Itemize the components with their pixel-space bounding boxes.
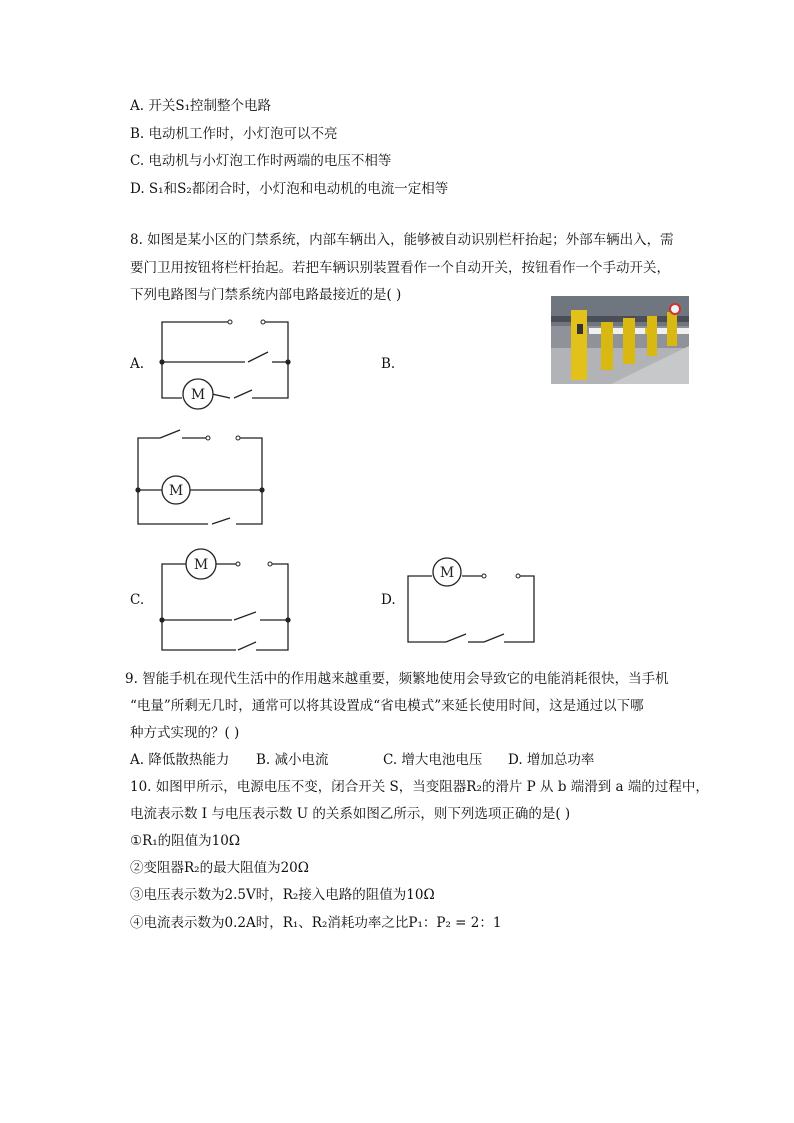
- q8-label-c: C.: [130, 592, 145, 608]
- q8-stem-line3: 下列电路图与门禁系统内部电路最接近的是( ): [130, 287, 402, 303]
- q9-option-b: B. 减小电流: [256, 752, 329, 768]
- circuit-d: [400, 556, 546, 648]
- motor-symbol-a: M: [190, 387, 206, 403]
- q10-stem-line1: 10. 如图甲所示，电源电压不变，闭合开关 S，当变阻器R₂的滑片 P 从 b 端滑到 a 端的过程中，: [130, 779, 709, 795]
- circuit-b: [130, 428, 270, 530]
- q9-stem-line2: “电量”所剩无几时，通常可以将其设置成“省电模式”来延长使用时间，这是通过以下哪: [130, 698, 644, 714]
- q7-option-b: B. 电动机工作时，小灯泡可以不亮: [130, 126, 338, 142]
- circuit-a: [150, 312, 300, 412]
- q9-stem-line1: 9. 智能手机在现代生活中的作用越来越重要，频繁地使用会导致它的电能消耗很快，当手机: [125, 671, 669, 687]
- q7-option-a: A. 开关S₁控制整个电路: [130, 98, 271, 114]
- motor-symbol-b: M: [168, 483, 184, 499]
- q8-label-b: B.: [381, 356, 396, 372]
- q8-stem-line1: 8. 如图是某小区的门禁系统，内部车辆出入，能够被自动识别栏杆抬起；外部车辆出入，需: [130, 232, 674, 248]
- q9-stem-line3: 种方式实现的？( ): [130, 725, 240, 741]
- circuit-c: [150, 548, 300, 658]
- q7-option-c: C. 电动机与小灯泡工作时两端的电压不相等: [130, 153, 392, 169]
- q9-option-d: D. 增加总功率: [508, 752, 595, 768]
- q10-statement-4: ④电流表示数为0.2A时，R₁、R₂消耗功率之比P₁：P₂ = 2：1: [130, 915, 502, 931]
- q10-stem-line2: 电流表示数 I 与电压表示数 U 的关系如图乙所示，则下列选项正确的是( ): [130, 806, 571, 822]
- q7-option-d: D. S₁和S₂都闭合时，小灯泡和电动机的电流一定相等: [130, 181, 449, 197]
- gate-barrier-photo: [551, 296, 689, 384]
- q9-option-a: A. 降低散热能力: [130, 752, 230, 768]
- q8-label-d: D.: [381, 592, 396, 608]
- q10-statement-1: ①R₁的阻值为10Ω: [130, 833, 241, 849]
- q10-statement-2: ②变阻器R₂的最大阻值为20Ω: [130, 860, 309, 876]
- motor-symbol-c: M: [193, 557, 209, 573]
- motor-symbol-d: M: [439, 565, 455, 581]
- q8-label-a: A.: [130, 356, 145, 372]
- q8-stem-line2: 要门卫用按钮将栏杆抬起。若把车辆识别装置看作一个自动开关，按钮看作一个手动开关，: [130, 260, 670, 276]
- q9-option-c: C. 增大电池电压: [383, 752, 483, 768]
- q10-statement-3: ③电压表示数为2.5V时，R₂接入电路的阻值为10Ω: [130, 887, 435, 903]
